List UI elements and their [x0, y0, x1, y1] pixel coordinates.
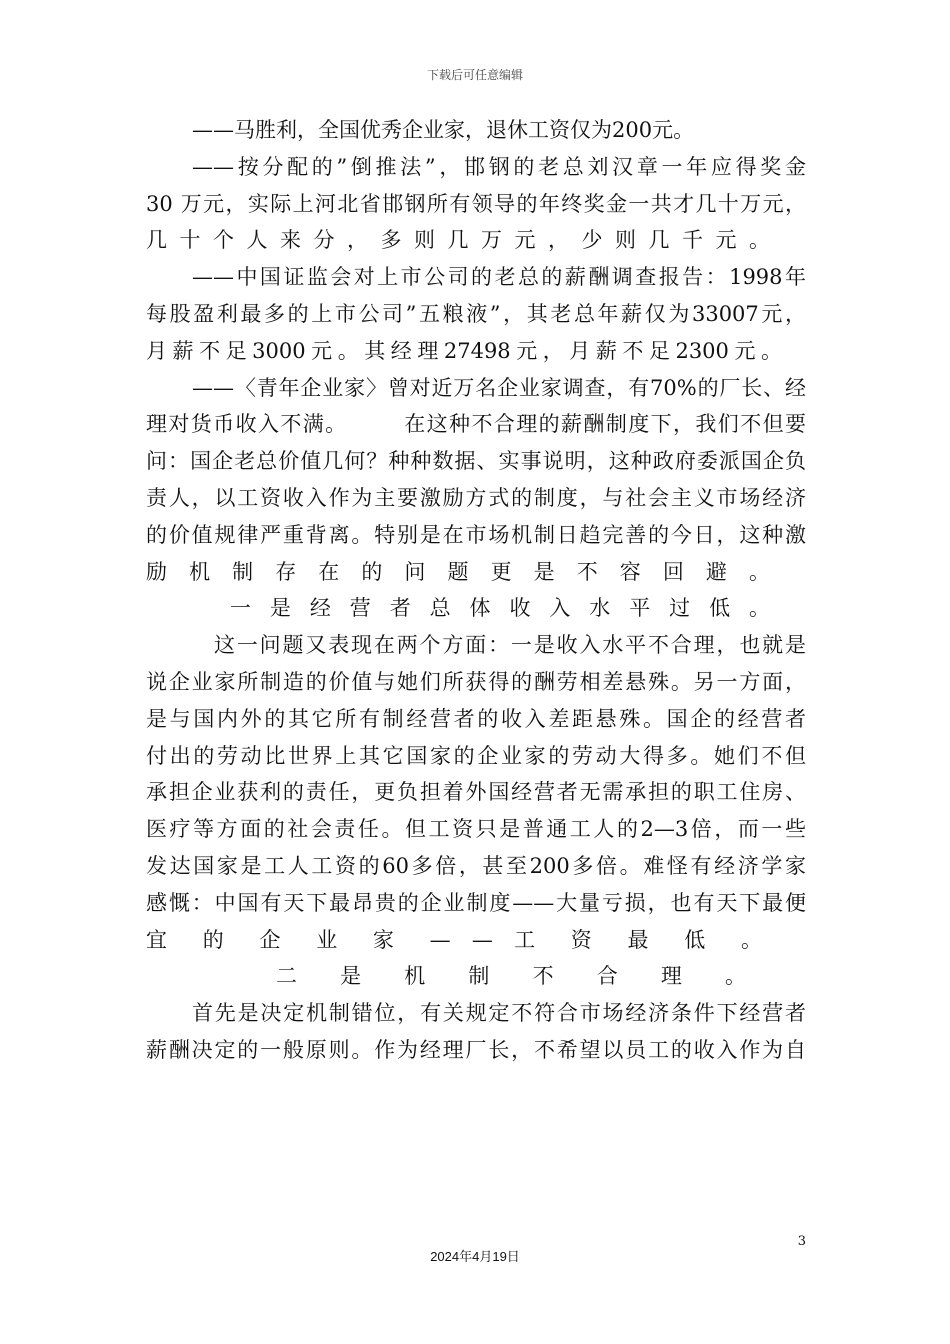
text-line: 理对货币收入不满。 在这种不合理的薪酬制度下，我们不但要 [146, 412, 806, 437]
text-line: 责人，以工资收入作为主要激励方式的制度，与社会主义市场经济 [146, 485, 806, 510]
text-line: ——马胜利，全国优秀企业家，退休工资仅为200元。 [192, 118, 695, 142]
text-line: 这一问题又表现在两个方面：一是收入水平不合理，也就是 [214, 633, 806, 658]
text-line: 的价值规律严重背离。特别是在市场机制日趋完善的今日，这种激 [146, 522, 806, 547]
section-heading: 二 是 机 制 不 合 理 。 [276, 964, 746, 989]
section-heading: 一 是 经 营 者 总 体 收 入 水 平 过 低 。 [230, 596, 770, 621]
footer-date: 2024年4月19日 [430, 1249, 520, 1264]
text-line: 承担企业获利的责任，更负担着外国经营者无需承担的职工住房、 [146, 780, 806, 805]
text-line: 医疗等方面的社会责任。但工资只是普通工人的2—3倍，而一些 [146, 817, 806, 842]
text-line: ——中国证监会对上市公司的老总的薪酬调查报告：1998年 [192, 265, 806, 290]
text-line: 发达国家是工人工资的60多倍，甚至200多倍。难怪有经济学家 [146, 853, 806, 878]
document-body [146, 112, 806, 1069]
text-line: 说企业家所制造的价值与她们所获得的酬劳相差悬殊。另一方面， [146, 669, 806, 694]
text-line: 几 十 个 人 来 分 ， 多 则 几 万 元 ， 少 则 几 千 元 。 [146, 228, 770, 253]
text-line: 薪酬决定的一般原则。作为经理厂长，不希望以员工的收入作为自 [146, 1037, 806, 1062]
text-line: ——按分配的”倒推法”，邯钢的老总刘汉章一年应得奖金 [192, 154, 806, 179]
text-line: 问：国企老总价值几何？种种数据、实事说明，这种政府委派国企负 [146, 449, 806, 474]
text-line: 首先是决定机制错位，有关规定不符合市场经济条件下经营者 [192, 1001, 806, 1026]
text-line: 付出的劳动比世界上其它国家的企业家的劳动大得多。她们不但 [146, 743, 806, 768]
text-line: 宜 的 企 业 家 — — 工 资 最 低 。 [146, 927, 762, 952]
text-line: 30 万元，实际上河北省邯钢所有领导的年终奖金一共才几十万元， [146, 191, 806, 216]
text-line: 感慨：中国有天下最昂贵的企业制度——大量亏损，也有天下最便 [146, 890, 806, 915]
text-line: 是与国内外的其它所有制经营者的收入差距悬殊。国企的经营者 [146, 706, 806, 731]
page-header: 下载后可任意编辑 [426, 68, 523, 82]
text-line: 月薪不足3000元。其经理27498元，月薪不足2300元。 [146, 338, 782, 363]
text-line: ——〈青年企业家〉曾对近万名企业家调查，有70%的厂长、经 [192, 375, 806, 400]
text-line: 每股盈利最多的上市公司”五粮液”，其老总年薪仅为33007元， [146, 301, 806, 326]
page-number: 3 [797, 1234, 806, 1249]
text-line: 励 机 制 存 在 的 问 题 更 是 不 容 回 避 。 [146, 559, 770, 584]
